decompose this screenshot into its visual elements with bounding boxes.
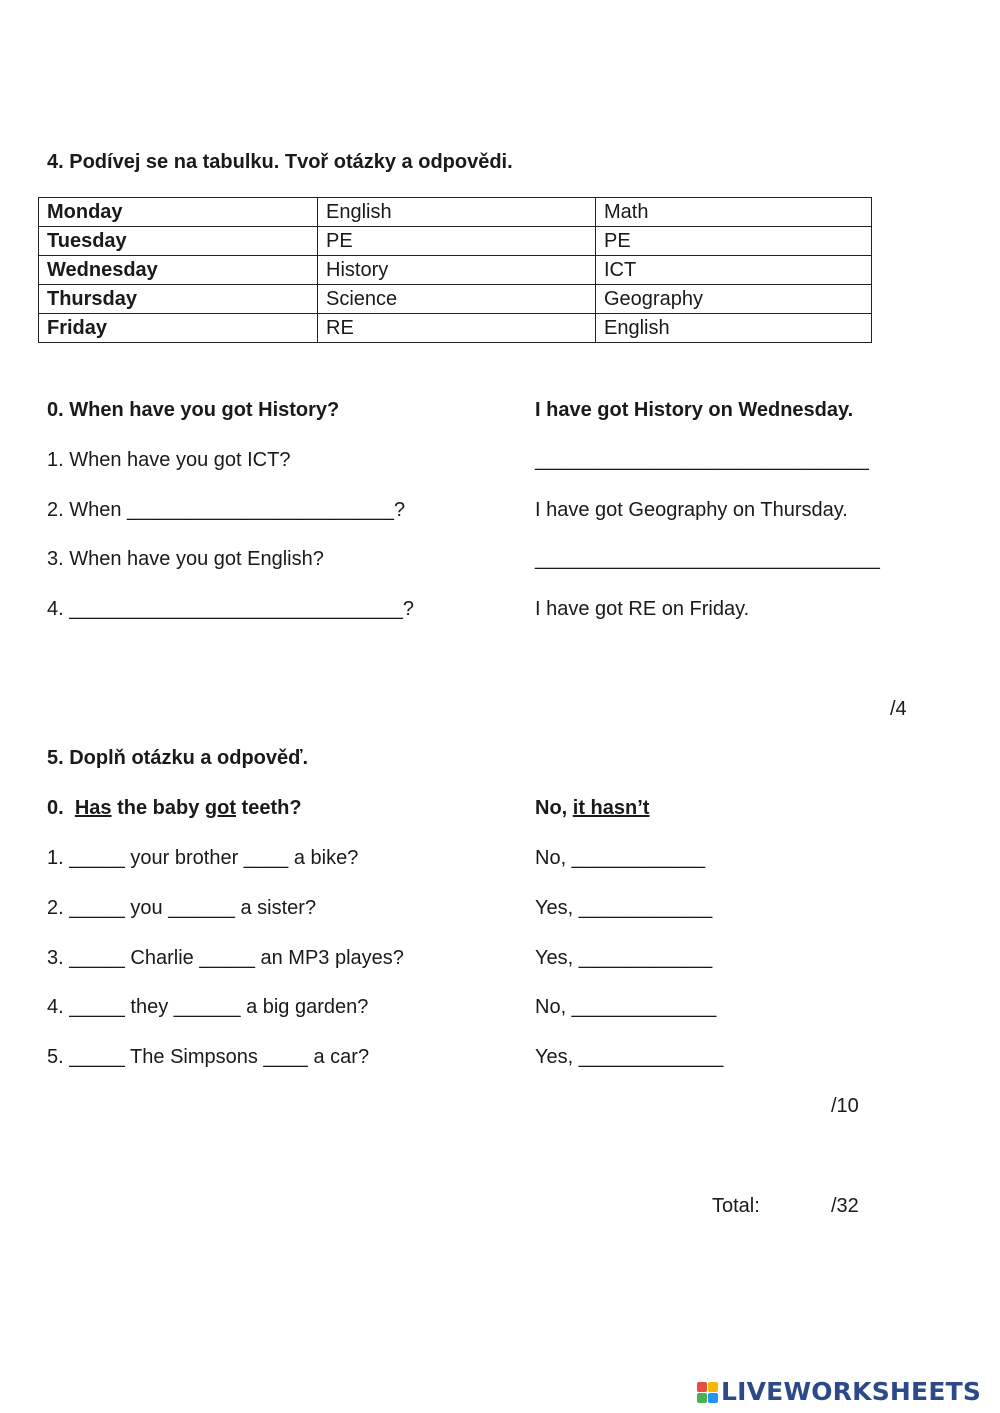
fill-answer-4[interactable]: No, _____________ [535,996,717,1018]
day-cell: Monday [39,198,318,227]
day-cell: Wednesday [39,256,318,285]
exercise-5-score: /10 [831,1095,859,1117]
subject-cell: Science [318,285,596,314]
day-cell: Thursday [39,285,318,314]
subject-cell: English [596,314,872,343]
question-blank-4[interactable]: 4. ______________________________? [47,598,415,620]
question-3: 3. When have you got English? [47,548,324,570]
subject-cell: RE [318,314,596,343]
subject-cell: Geography [596,285,872,314]
fill-question-2[interactable]: 2. _____ you ______ a sister? [47,897,317,919]
table-row [39,285,872,314]
table-row [39,314,872,343]
table-row [39,198,872,227]
liveworksheets-logo [697,1378,981,1406]
subject-cell: English [318,198,596,227]
fill-answer-1[interactable]: No, ____________ [535,847,706,869]
example-question: 0. When have you got History? [47,399,340,421]
fill-question-3[interactable]: 3. _____ Charlie _____ an MP3 playes? [47,947,404,969]
subject-cell: Math [596,198,872,227]
question-1: 1. When have you got ICT? [47,449,291,471]
day-cell: Tuesday [39,227,318,256]
example-text: the baby [117,797,200,819]
table-row [39,227,872,256]
example-number: 0. [47,797,64,819]
example-word-got: got [204,797,236,819]
schedule-table [38,197,872,343]
logo-mark-icon [697,1382,718,1403]
subject-cell: PE [318,227,596,256]
example-answer-rest: it hasn’t [572,797,650,819]
example-question [47,796,302,820]
brand-name: LIVEWORKSHEETS [721,1377,982,1406]
example-text-end: teeth? [241,797,302,819]
fill-answer-3[interactable]: Yes, ____________ [535,947,713,969]
example-answer-no: No, [535,797,568,819]
answer-2: I have got Geography on Thursday. [535,499,848,521]
fill-question-4[interactable]: 4. _____ they ______ a big garden? [47,996,369,1018]
subject-cell: ICT [596,256,872,285]
question-blank-2[interactable]: 2. When ________________________? [47,499,406,521]
table-row [39,256,872,285]
subject-cell: History [318,256,596,285]
fill-answer-2[interactable]: Yes, ____________ [535,897,713,919]
example-answer [535,796,649,820]
fill-question-1[interactable]: 1. _____ your brother ____ a bike? [47,847,359,869]
answer-blank-3[interactable]: _______________________________ [535,548,880,570]
exercise-4-score: /4 [890,698,907,720]
example-word-has: Has [74,797,112,819]
fill-question-5[interactable]: 5. _____ The Simpsons ____ a car? [47,1046,370,1068]
answer-4: I have got RE on Friday. [535,598,750,620]
total-label: Total: [712,1195,760,1217]
logo-square [697,1382,707,1392]
logo-square [697,1393,707,1403]
fill-answer-5[interactable]: Yes, _____________ [535,1046,724,1068]
day-cell: Friday [39,314,318,343]
example-answer: I have got History on Wednesday. [535,399,854,421]
logo-square [708,1382,718,1392]
total-score: /32 [831,1195,859,1217]
exercise-5-title: 5. Doplň otázku a odpověď. [47,747,309,769]
answer-blank-1[interactable]: ______________________________ [535,449,869,471]
logo-square [708,1393,718,1403]
subject-cell: PE [596,227,872,256]
exercise-4-title: 4. Podívej se na tabulku. Tvoř otázky a odpovědi. [47,151,513,173]
